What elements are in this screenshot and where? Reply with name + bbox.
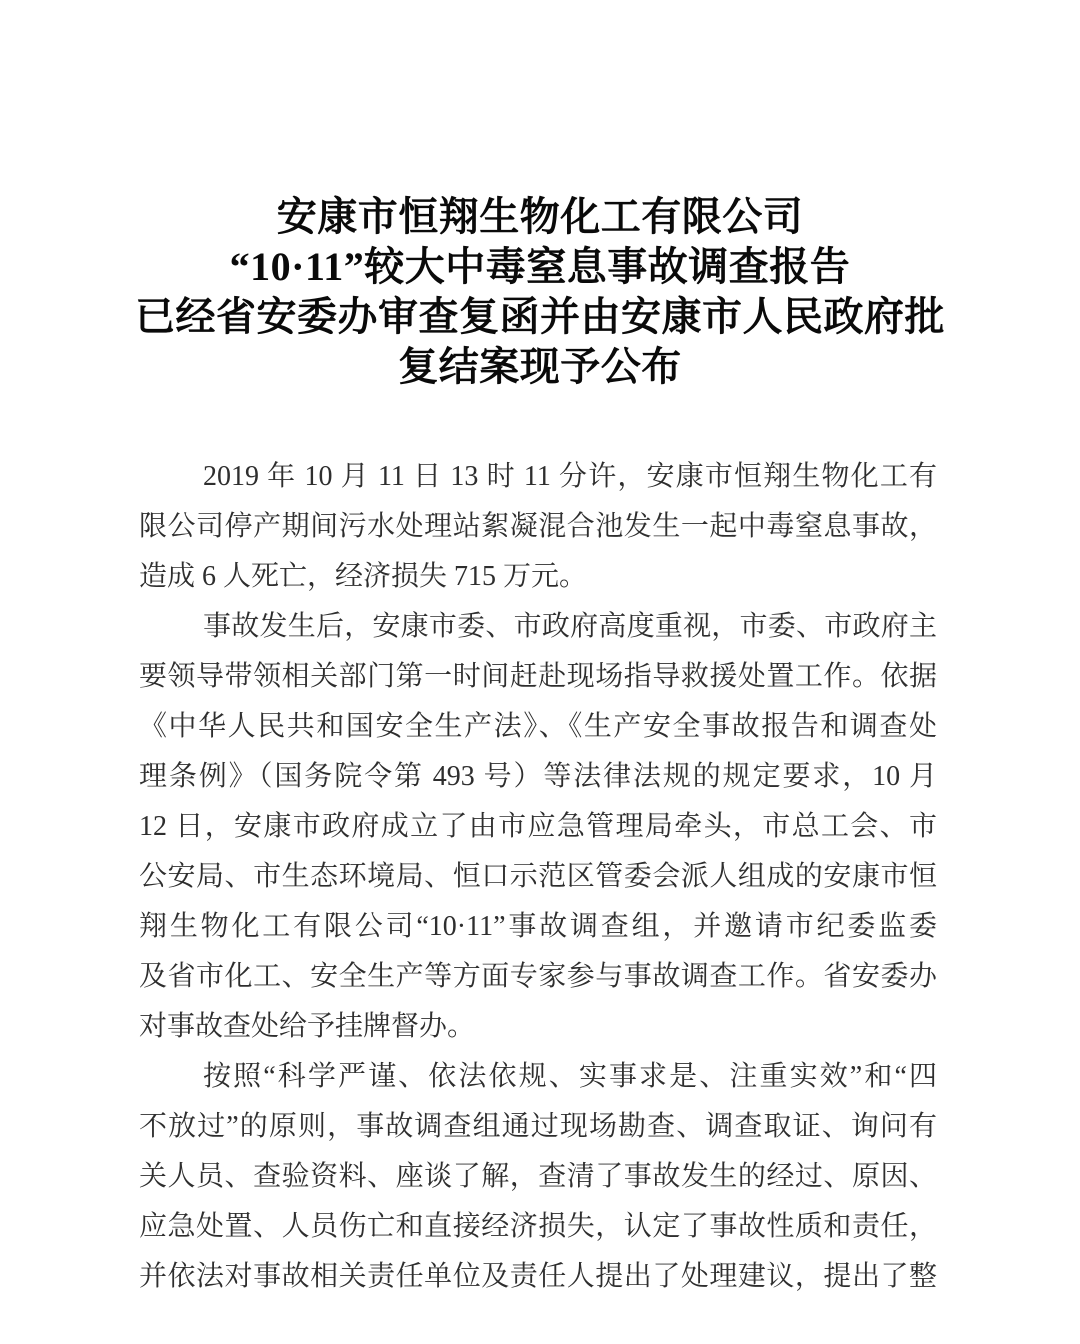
text-line: 不放过”的原则，事故调查组通过现场勘查、调查取证、询问有 [139,1111,937,1142]
text-line: 对事故查处给予挂牌督办。 [139,1011,476,1042]
title-line: 复结案现予公布 [398,344,682,389]
text-line: 并依法对事故相关责任单位及责任人提出了处理建议，提出了整 [139,1261,937,1292]
paragraph [139,452,937,602]
text-line: 理条例》（国务院令第 493 号）等法律法规的规定要求，10 月 [139,761,937,792]
text-line: 公安局、市生态环境局、恒口示范区管委会派人组成的安康市恒 [139,861,937,892]
document-body [139,452,937,1302]
text-line: 12 日，安康市政府成立了由市应急管理局牵头，市总工会、市 [139,811,937,842]
text-line: 关人员、查验资料、座谈了解，查清了事故发生的经过、原因、 [139,1161,937,1192]
text-line: 限公司停产期间污水处理站絮凝混合池发生一起中毒窒息事故， [139,511,937,542]
title-line: 已经省安委办审查复函并由安康市人民政府批 [135,294,945,339]
text-line: 事故发生后，安康市委、市政府高度重视，市委、市政府主 [203,611,937,642]
text-line: 造成 6 人死亡，经济损失 715 万元。 [139,561,588,592]
paragraph [139,602,937,1052]
title-line: “10·11”较大中毒窒息事故调查报告 [229,244,851,289]
text-line: 要领导带领相关部门第一时间赶赴现场指导救援处置工作。依据 [139,661,937,692]
document-title [110,192,970,392]
text-line: 翔生物化工有限公司“10·11”事故调查组，并邀请市纪委监委 [139,911,937,942]
text-line: 按照“科学严谨、依法依规、实事求是、注重实效”和“四 [203,1061,937,1092]
text-line: 《中华人民共和国安全生产法》、《生产安全事故报告和调查处 [139,711,937,742]
paragraph [139,1052,937,1302]
text-line: 2019 年 10 月 11 日 13 时 11 分许，安康市恒翔生物化工有 [203,461,937,492]
text-line: 应急处置、人员伤亡和直接经济损失，认定了事故性质和责任， [139,1211,937,1242]
title-line: 安康市恒翔生物化工有限公司 [276,194,804,239]
text-line: 及省市化工、安全生产等方面专家参与事故调查工作。省安委办 [139,961,937,992]
